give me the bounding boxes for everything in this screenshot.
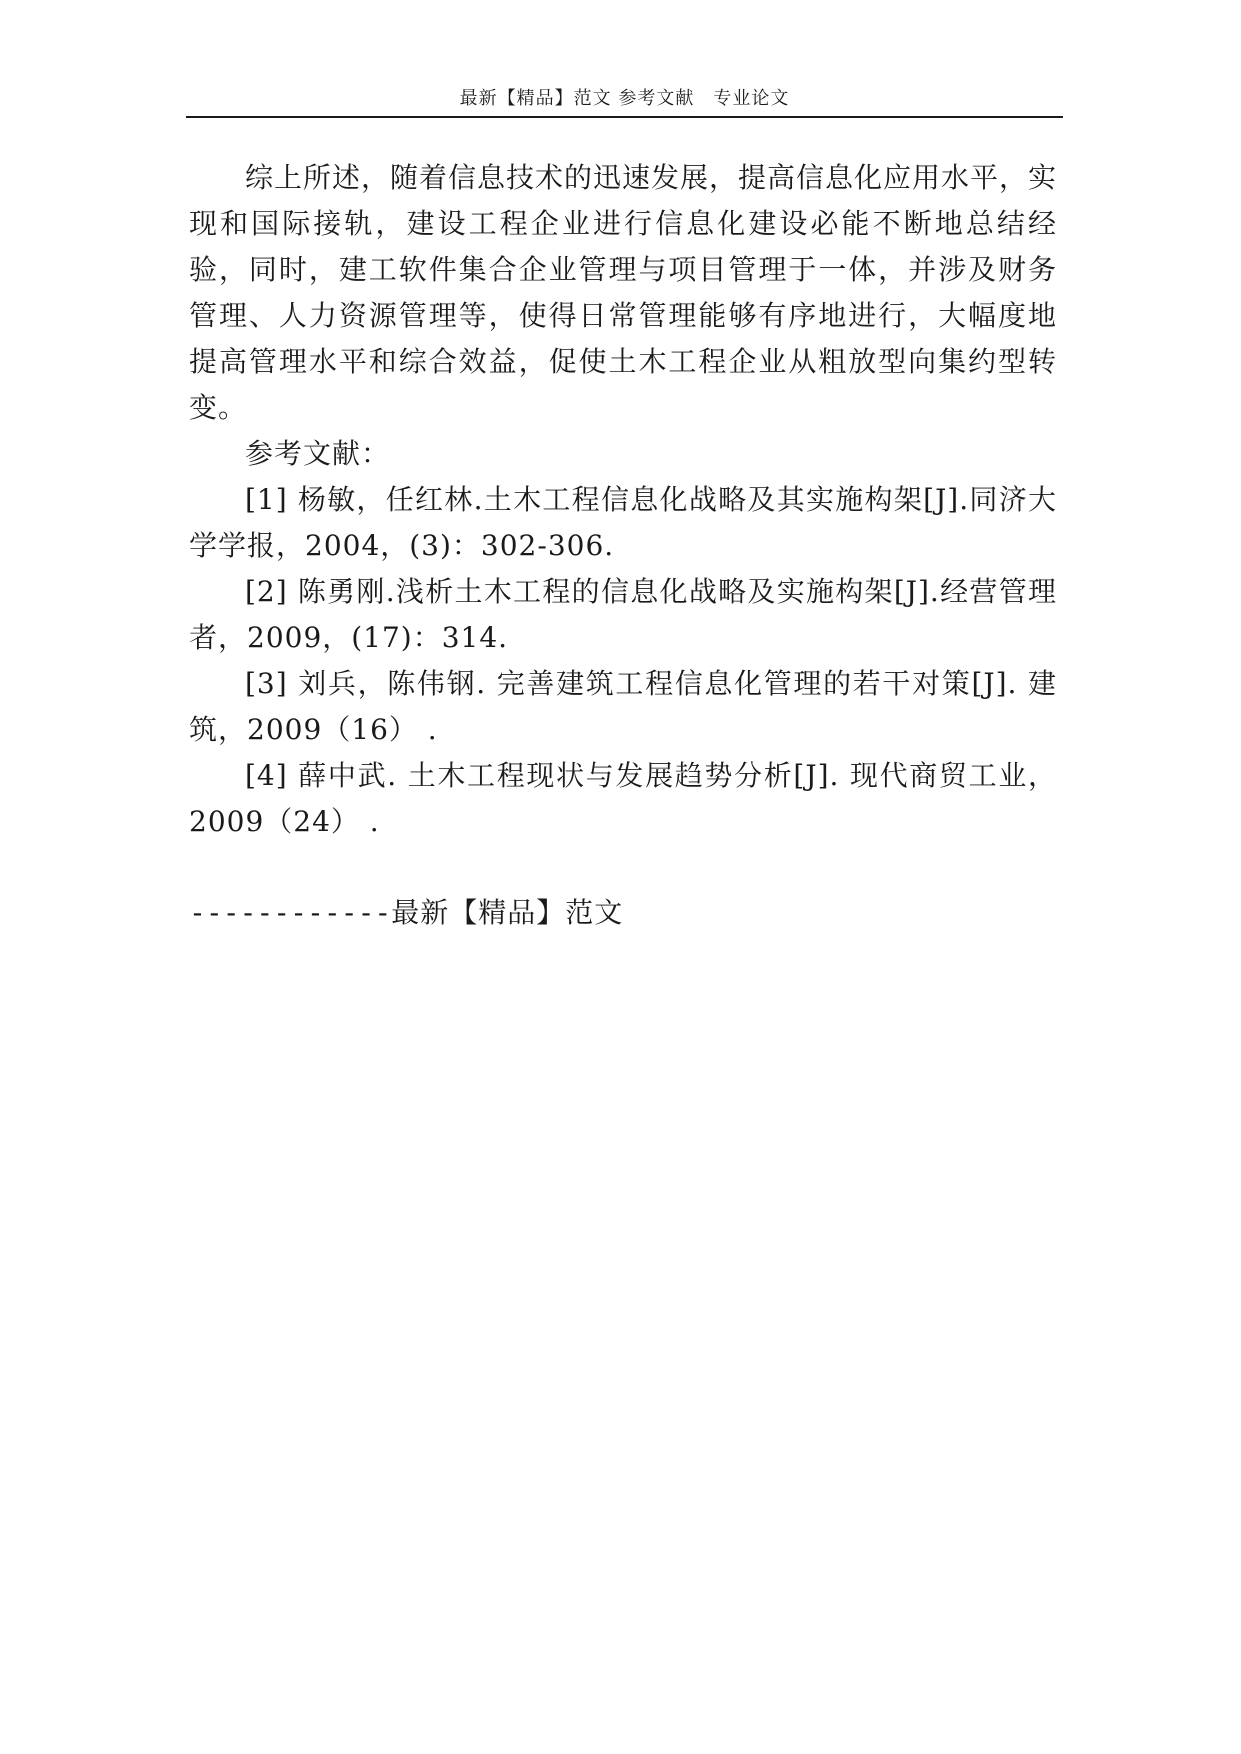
document-body: [189, 155, 1057, 845]
page-header: 最新【精品】范文 参考文献 专业论文: [459, 88, 790, 109]
footer-text: 最新【精品】范文: [391, 896, 624, 929]
references-heading: 参考文献：: [245, 437, 391, 470]
reference-item-3: [3] 刘兵，陈伟钢. 完善建筑工程信息化管理的若干对策[J]. 建筑，2009（16） .: [189, 667, 1057, 746]
footer-dashes: ------------: [189, 896, 392, 929]
footer-line: [189, 893, 623, 933]
reference-item-1: [1] 杨敏，任红林.土木工程信息化战略及其实施构架[J].同济大学学报，2004，(3)：302-306.: [189, 483, 1057, 562]
reference-item-2: [2] 陈勇刚.浅析土木工程的信息化战略及实施构架[J].经营管理者，2009，(17)：314.: [189, 575, 1057, 654]
header-rule: [186, 116, 1063, 118]
summary-paragraph: 综上所述，随着信息技术的迅速发展，提高信息化应用水平，实现和国际接轨，建设工程企业进行信息化建设必能不断地总结经验，同时，建工软件集合企业管理与项目管理于一体，并涉及财务管理、人力资源管理等，使得日常管理能够有序地进行，大幅度地提高管理水平和综合效益，促使土木工程企业从粗放型向集约型转变。: [189, 161, 1058, 424]
reference-item-4: [4] 薛中武. 土木工程现状与发展趋势分析[J]. 现代商贸工业，2009（24） .: [189, 759, 1057, 838]
